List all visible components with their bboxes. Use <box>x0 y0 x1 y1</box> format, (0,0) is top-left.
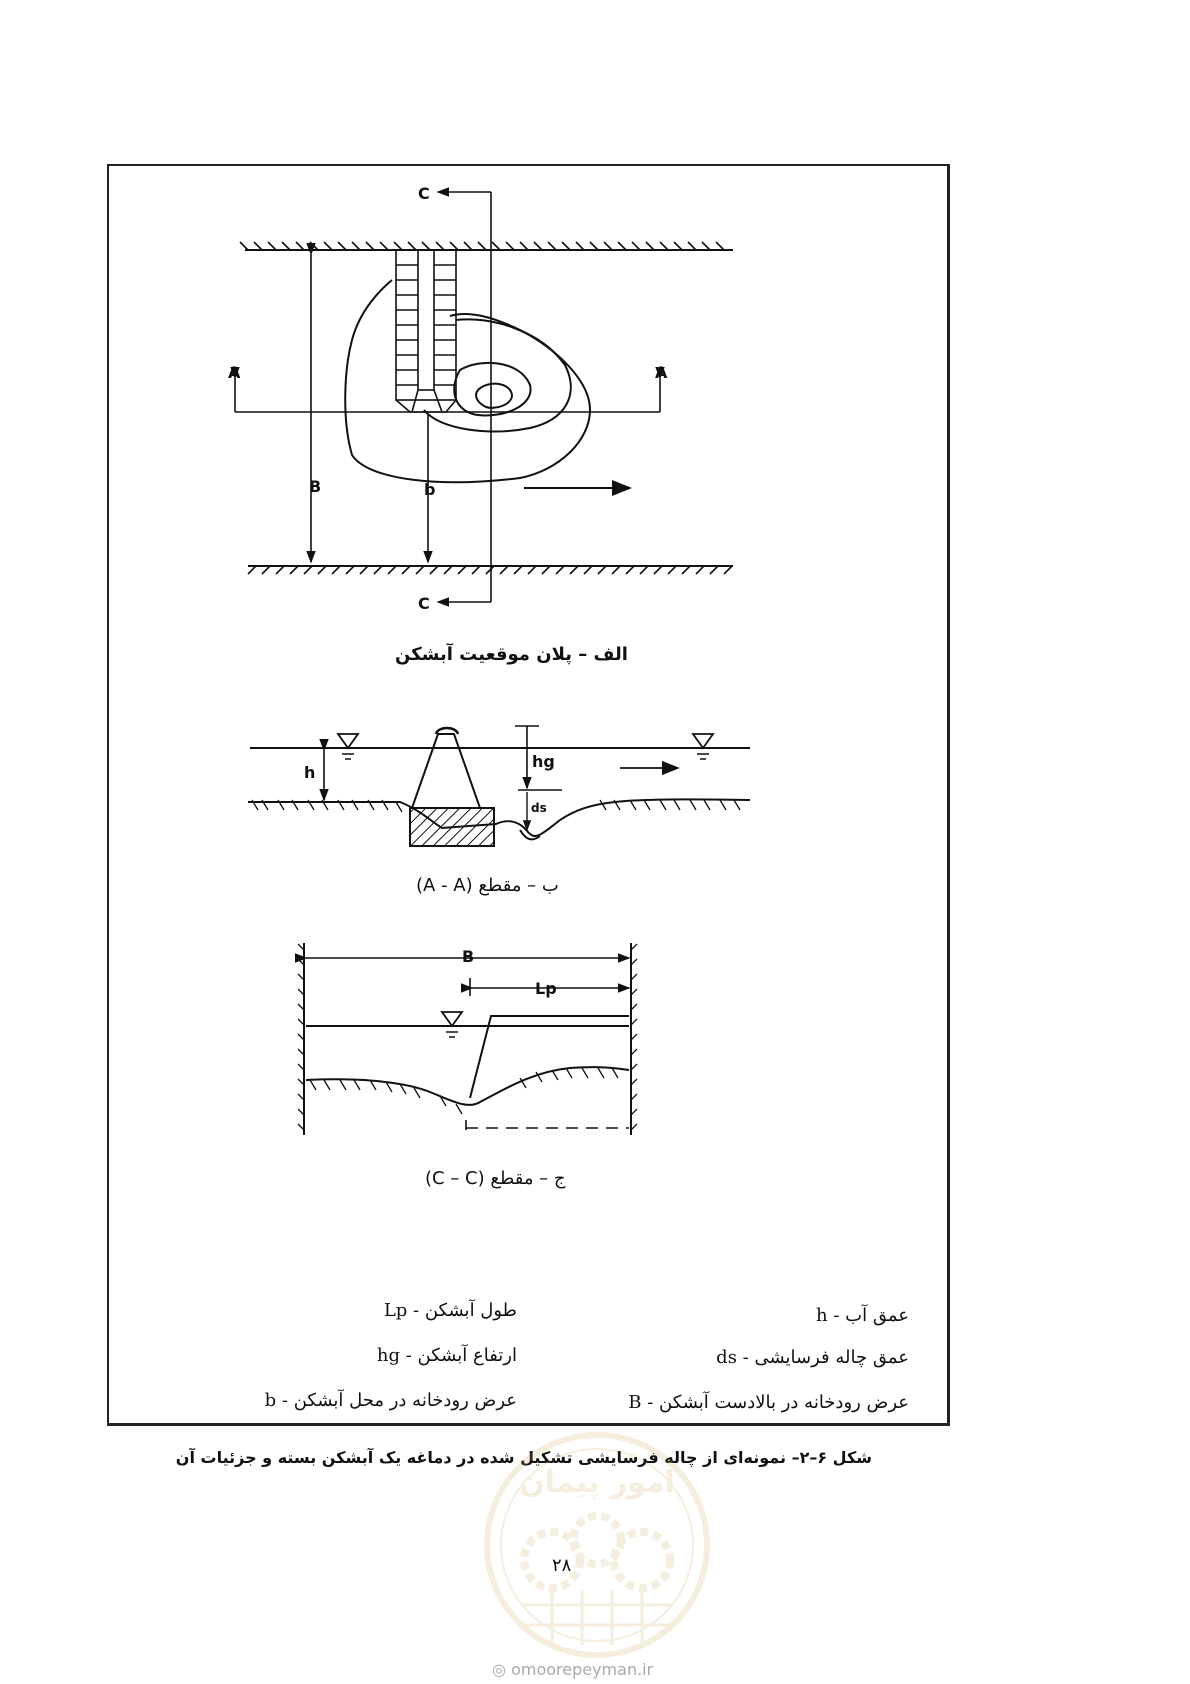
plan-view <box>235 192 733 602</box>
aa-label-hg: hg <box>532 752 555 771</box>
figure-caption: شکل ۶–۲– نمونه‌ای از چاله فرسایشی تشکیل شده در دماغه یک آبشکن بسته و جزئیات آن <box>175 1448 872 1467</box>
plan-label-b: b <box>424 480 436 499</box>
cc-label-Lp: Lp <box>535 979 557 998</box>
scour-contour-inner2 <box>476 384 512 408</box>
legend-hg: hg - ارتفاع آبشکن <box>376 1345 517 1366</box>
plan-label-a-left: A <box>228 363 241 382</box>
plan-label-a-right: A <box>655 363 668 382</box>
bed-profile-aa <box>248 799 750 836</box>
watermark-logo <box>482 1430 712 1660</box>
scour-contour-outer <box>345 280 590 482</box>
legend-h: h - عمق آب <box>816 1305 909 1326</box>
section-aa <box>248 726 750 846</box>
legend-ds: ds - عمق چاله فرسایشی <box>716 1347 909 1368</box>
caption-section-cc: ج – مقطع (C – C) <box>425 1168 566 1189</box>
top-bank-hatch <box>240 242 724 250</box>
watermark-site-text: omoorepeyman.ir <box>511 1660 654 1679</box>
bottom-bank-hatch <box>248 566 732 574</box>
legend-Lp: Lp - طول آبشکن <box>383 1300 517 1321</box>
caption-plan: الف – پلان موقعیت آبشکن <box>395 644 628 665</box>
legend-B: B - عرض رودخانه در بالادست آبشکن <box>628 1392 909 1413</box>
groyne-plan <box>396 250 456 412</box>
plan-label-c-bottom: C <box>418 594 430 613</box>
cc-label-B: B <box>462 947 475 966</box>
aa-label-ds: ds <box>531 801 547 815</box>
caption-section-aa: ب – مقطع (A - A) <box>416 875 559 896</box>
groyne-section <box>412 734 480 808</box>
aa-label-h: h <box>304 763 316 782</box>
watermark-logo-text: امور پیمان <box>519 1465 675 1500</box>
bed-profile-cc <box>306 1067 629 1105</box>
plan-label-c-top: C <box>418 184 430 203</box>
watermark-site <box>492 1660 653 1679</box>
legend-b: b - عرض رودخانه در محل آبشکن <box>264 1390 517 1411</box>
page-number: ۲۸ <box>552 1555 572 1576</box>
watermark-icon: ◎ <box>492 1660 506 1679</box>
plan-label-B: B <box>309 477 322 496</box>
section-cc <box>298 943 637 1135</box>
groyne-foundation <box>410 808 494 846</box>
groyne-profile-cc <box>470 1016 629 1098</box>
